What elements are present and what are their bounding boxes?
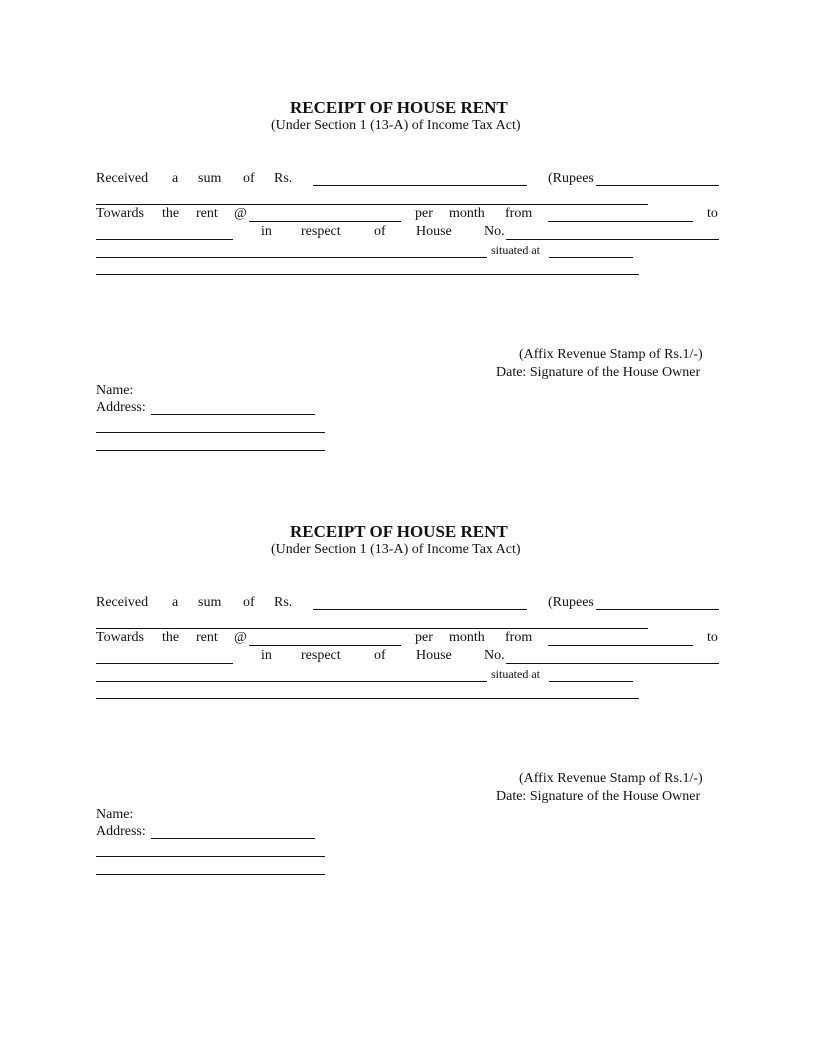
word-no: No. — [484, 648, 505, 663]
revenue-stamp-note: (Affix Revenue Stamp of Rs.1/-) — [519, 347, 703, 362]
from-date-blank[interactable] — [548, 645, 693, 646]
word-at: @ — [234, 630, 247, 645]
word-the: the — [162, 630, 180, 645]
word-in: in — [261, 224, 272, 239]
word-from: from — [505, 630, 533, 645]
word-rs: Rs. — [274, 595, 293, 610]
rupees-blank[interactable] — [596, 609, 719, 610]
word-in: in — [261, 648, 272, 663]
word-received: Received — [96, 595, 149, 610]
word-of: of — [243, 171, 255, 186]
word-to: to — [707, 206, 718, 221]
address-blank-3[interactable] — [96, 874, 325, 875]
word-to: to — [707, 630, 718, 645]
word-house: House — [416, 224, 452, 239]
rent-rate-blank[interactable] — [249, 645, 401, 646]
word-a: a — [172, 595, 179, 610]
word-sum: sum — [198, 595, 222, 610]
word-towards: Towards — [96, 206, 145, 221]
word-house: House — [416, 648, 452, 663]
word-rs: Rs. — [274, 171, 293, 186]
word-per: per — [415, 630, 433, 645]
name-label: Name: — [96, 807, 134, 822]
receipt-1 — [0, 0, 816, 424]
address-blank-1[interactable] — [151, 414, 315, 415]
word-month: month — [449, 630, 485, 645]
house-no-blank[interactable] — [506, 663, 719, 664]
word-from: from — [505, 206, 533, 221]
word-situated-at: situated at — [491, 243, 540, 257]
to-date-blank[interactable] — [96, 663, 233, 664]
rupees-words-blank[interactable] — [96, 628, 648, 629]
amount-blank[interactable] — [313, 609, 527, 610]
word-rupees: (Rupees — [548, 171, 594, 186]
address-blank-1[interactable] — [151, 838, 315, 839]
situated-blank-2[interactable] — [96, 274, 639, 275]
word-month: month — [449, 206, 485, 221]
word-respect: respect — [301, 224, 341, 239]
receipt-title: RECEIPT OF HOUSE RENT — [290, 98, 508, 117]
house-no-blank[interactable] — [506, 239, 719, 240]
receipt-2 — [0, 424, 816, 848]
from-date-blank[interactable] — [548, 221, 693, 222]
word-situated-at: situated at — [491, 667, 540, 681]
address-label: Address: — [96, 400, 146, 415]
receipt-title: RECEIPT OF HOUSE RENT — [290, 522, 508, 541]
revenue-stamp-note: (Affix Revenue Stamp of Rs.1/-) — [519, 771, 703, 786]
address-blank-2[interactable] — [96, 856, 325, 857]
house-address-blank[interactable] — [96, 257, 487, 258]
house-address-blank[interactable] — [96, 681, 487, 682]
word-per: per — [415, 206, 433, 221]
word-towards: Towards — [96, 630, 145, 645]
word-sum: sum — [198, 171, 222, 186]
word-at: @ — [234, 206, 247, 221]
amount-blank[interactable] — [313, 185, 527, 186]
situated-blank[interactable] — [549, 681, 633, 682]
owner-signature-label: Date: Signature of the House Owner — [496, 789, 701, 804]
receipt-subtitle: (Under Section 1 (13-A) of Income Tax Act) — [271, 542, 521, 557]
word-the: the — [162, 206, 180, 221]
word-of-2: of — [374, 648, 386, 663]
owner-signature-label: Date: Signature of the House Owner — [496, 365, 701, 380]
word-respect: respect — [301, 648, 341, 663]
rent-rate-blank[interactable] — [249, 221, 401, 222]
word-rent: rent — [196, 206, 218, 221]
address-label: Address: — [96, 824, 146, 839]
word-a: a — [172, 171, 179, 186]
situated-blank[interactable] — [549, 257, 633, 258]
word-no: No. — [484, 224, 505, 239]
word-rent: rent — [196, 630, 218, 645]
to-date-blank[interactable] — [96, 239, 233, 240]
rupees-words-blank[interactable] — [96, 204, 648, 205]
word-received: Received — [96, 171, 149, 186]
situated-blank-2[interactable] — [96, 698, 639, 699]
receipt-subtitle: (Under Section 1 (13-A) of Income Tax Act) — [271, 118, 521, 133]
word-of: of — [243, 595, 255, 610]
name-label: Name: — [96, 383, 134, 398]
word-of-2: of — [374, 224, 386, 239]
rupees-blank[interactable] — [596, 185, 719, 186]
word-rupees: (Rupees — [548, 595, 594, 610]
